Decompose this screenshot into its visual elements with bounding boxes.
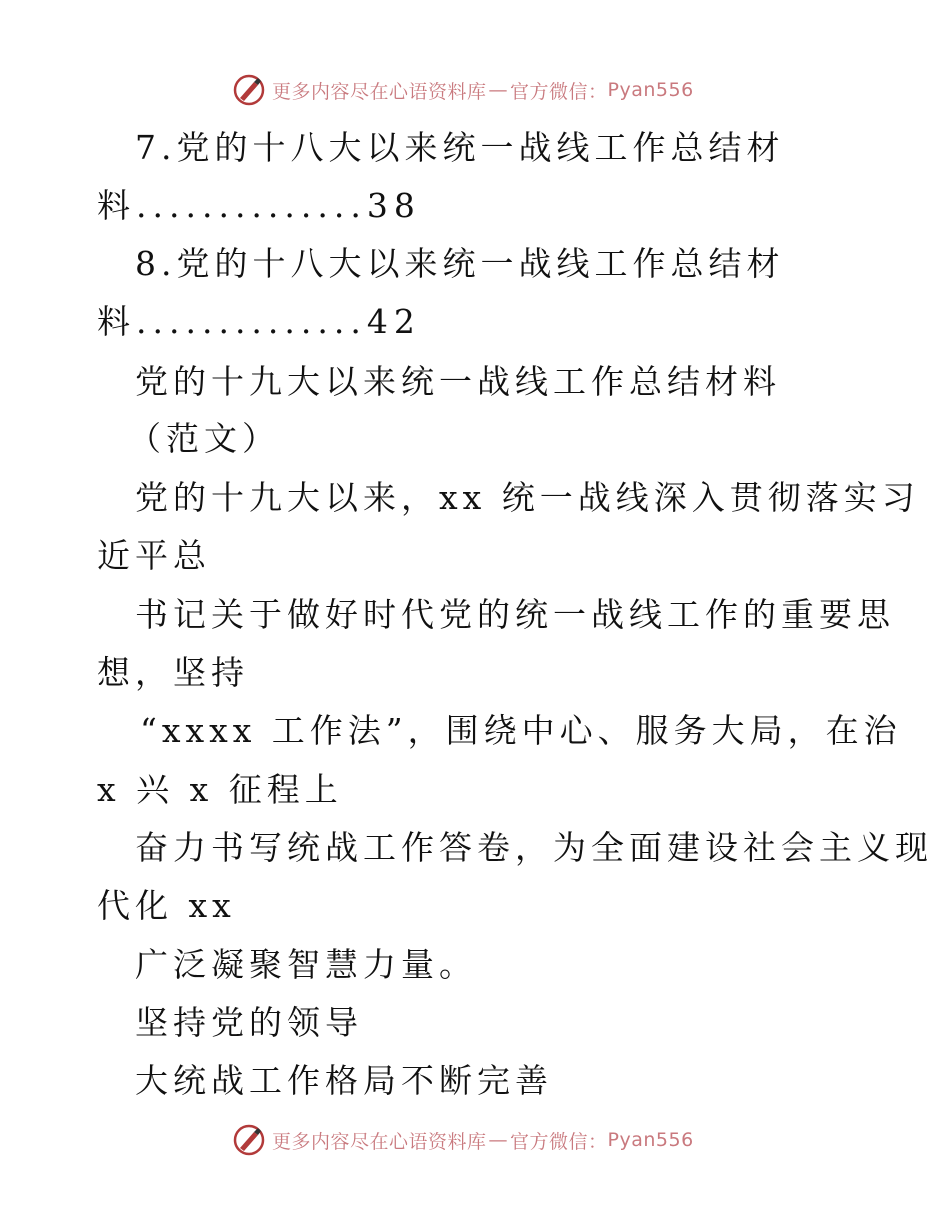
- paragraph-line: 代化 xx: [97, 886, 236, 925]
- paragraph-line: 想，坚持: [97, 653, 249, 692]
- watermark-banner-bottom: [232, 1120, 712, 1160]
- paragraph-line: x 兴 x 征程上: [97, 770, 343, 809]
- paragraph-line: 奋力书写统战工作答卷，为全面建设社会主义现: [135, 828, 933, 867]
- toc-entry-8-page: 料..............42: [97, 302, 421, 341]
- watermark-banner-top: [232, 70, 712, 110]
- toc-entry-7-page: 料..............38: [97, 186, 421, 225]
- section-heading: 坚持党的领导: [135, 1003, 363, 1042]
- watermark-text: 更多内容尽在心语资料库: [272, 1130, 487, 1153]
- toc-entry-8: 8.党的十八大以来统一战线工作总结材: [135, 244, 785, 283]
- watermark-wechat-account: Pyan556: [607, 1129, 694, 1151]
- watermark-wechat-label: 官方微信：: [510, 80, 608, 103]
- watermark-wechat-label: 官方微信：: [510, 1130, 608, 1153]
- section-heading: 大统战工作格局不断完善: [135, 1061, 553, 1100]
- watermark-wechat-account: Pyan556: [607, 79, 694, 101]
- toc-entry-7: 7.党的十八大以来统一战线工作总结材: [135, 128, 785, 167]
- pen-logo-icon: [232, 1123, 266, 1157]
- paragraph-line: 广泛凝聚智慧力量。: [135, 945, 477, 984]
- paragraph-line: 书记关于做好时代党的统一战线工作的重要思: [135, 595, 895, 634]
- watermark-separator: —: [488, 79, 509, 101]
- watermark-text: 更多内容尽在心语资料库: [272, 80, 487, 103]
- paragraph-line: 党的十九大以来，xx 统一战线深入贯彻落实习: [135, 478, 920, 517]
- document-title: 党的十九大以来统一战线工作总结材料: [135, 362, 781, 401]
- paragraph-line: 近平总: [97, 536, 211, 575]
- paragraph-line: “xxxx 工作法”，围绕中心、服务大局，在治: [140, 711, 902, 750]
- watermark-separator: —: [488, 1129, 509, 1151]
- document-subtitle: （范文）: [128, 419, 280, 458]
- pen-logo-icon: [232, 73, 266, 107]
